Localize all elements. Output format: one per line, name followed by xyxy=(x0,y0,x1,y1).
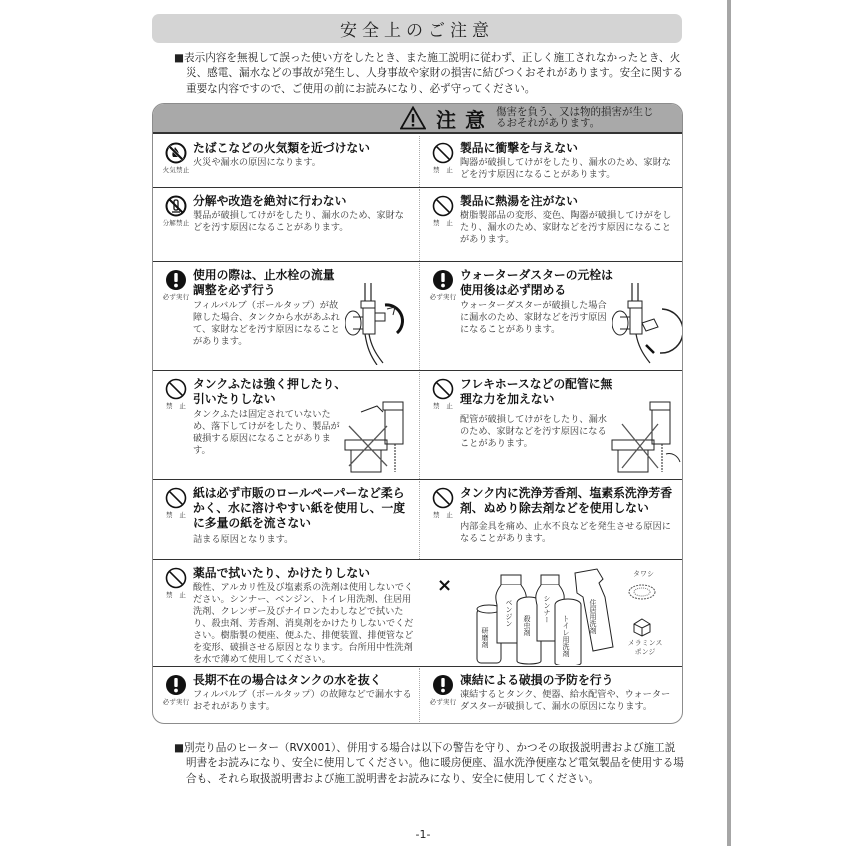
svg-text:トイレ用洗剤: トイレ用洗剤 xyxy=(562,615,570,657)
caution-item xyxy=(153,136,418,187)
tank-lid-illustration xyxy=(341,394,415,474)
svg-text:ベンジン: ベンジン xyxy=(505,599,513,627)
mandatory-icon xyxy=(165,269,187,291)
caution-row xyxy=(153,561,683,667)
caution-item xyxy=(153,561,683,666)
prohibited-icon xyxy=(432,378,454,400)
caution-item xyxy=(419,189,683,261)
intro-notice xyxy=(174,51,684,97)
mandatory-icon xyxy=(432,269,454,291)
item-body: 陶器が破損してけがをしたり、漏水のため、家財などを汚す原因になることがあります。 xyxy=(460,157,671,180)
svg-text:シンナー: シンナー xyxy=(543,595,551,623)
caution-item xyxy=(419,372,683,479)
item-title: 分解や改造を絶対に行わない xyxy=(193,194,347,208)
item-body: 酸性、アルカリ性及び塩素系の洗剤は使用しないでください。シンナー、ベンジン、トイレ用洗剤、住居用洗剤、クレンザー及びナイロンたわしなどで拭いたり、殺虫剤、芳香剤、消臭剤をかけたりしないでください。樹脂製の便座、便ふた、排便装置、排便管などを変形、破損させる原因となります。台所用中性洗剤を水で薄めて使用してください。 xyxy=(193,582,414,665)
caution-item xyxy=(419,481,683,559)
item-title: タンクふたは強く押したり、引いたりしない xyxy=(193,377,347,406)
item-title: 薬品で拭いたり、かけたりしない xyxy=(193,566,370,580)
item-title: タンク内に洗浄芳香剤、塩素系洗浄芳香剤、ぬめり除去剤などを使用しない xyxy=(460,486,673,515)
item-body: 火災や漏水の原因になります。 xyxy=(193,157,321,168)
scrubber-label: タワシ xyxy=(633,570,654,578)
caution-item xyxy=(419,263,683,370)
caution-item xyxy=(419,668,683,724)
icon-label: 必ず実行 xyxy=(162,293,190,301)
icon-label: 禁 止 xyxy=(432,511,454,519)
mandatory-icon xyxy=(432,674,454,696)
chemical-bottles-icon xyxy=(455,565,630,665)
prohibited-icon xyxy=(165,378,187,400)
caution-row xyxy=(153,189,683,262)
icon-label: 必ず実行 xyxy=(162,698,190,706)
prohibited-icon xyxy=(432,195,454,217)
warning-triangle-icon xyxy=(400,106,426,130)
caution-label: 注意 xyxy=(436,107,494,132)
caution-row xyxy=(153,668,683,724)
prohibited-icon xyxy=(432,142,454,164)
sponge-label: メラミンスポンジ xyxy=(627,639,663,656)
no-fire-icon xyxy=(165,142,187,164)
footer-notice xyxy=(174,741,684,787)
item-title: 製品に衝撃を与えない xyxy=(460,141,578,155)
caution-note: 傷害を負う、又は物的損害が生じるおそれがあります。 xyxy=(496,106,654,129)
bottle-label: 研磨剤 xyxy=(481,627,489,648)
prohibited-icon xyxy=(165,487,187,509)
caution-item xyxy=(153,481,418,559)
icon-label: 分解禁止 xyxy=(162,219,190,227)
item-title: 凍結による破損の予防を行う xyxy=(460,673,614,687)
item-title: 長期不在の場合はタンクの水を抜く xyxy=(193,673,382,687)
melamine-sponge-icon xyxy=(632,617,652,637)
caution-item xyxy=(153,263,418,370)
icon-label: 火気禁止 xyxy=(162,166,190,174)
page-edge-rule xyxy=(727,0,731,846)
scrubber-icon xyxy=(627,583,657,601)
footer-text: ■別売り品のヒーター（RVX001）、併用する場合は以下の警告を守り、かつその取扱説明書および施工説明書をお読みになり、安全に使用してください。他に暖房便座、温水洗浄便座など電気製品を使用する場合も、それら取扱説明書および施工説明書をお読みになり、安全に使用してください。 xyxy=(174,742,684,785)
svg-text:殺虫剤: 殺虫剤 xyxy=(523,615,531,636)
item-title: たばこなどの火気類を近づけない xyxy=(193,141,370,155)
stop-valve-illustration xyxy=(345,283,415,365)
item-body: 内部金具を痛め、止水不良などを発生させる原因になることがあります。 xyxy=(460,521,671,544)
item-title: 製品に熱湯を注がない xyxy=(460,194,578,208)
item-body: 凍結するとタンク、便器、給水配管や、ウォーターダスターが破損して、漏水の原因になります。 xyxy=(460,689,671,712)
caution-panel xyxy=(152,103,683,724)
icon-label: 禁 止 xyxy=(165,511,187,519)
item-body: 製品が破損してけがをしたり、漏水のため、家財などを汚す原因になることがあります。 xyxy=(193,210,404,233)
caution-row xyxy=(153,372,683,480)
caution-row xyxy=(153,136,683,188)
chemicals-illustration xyxy=(435,565,675,665)
caution-item xyxy=(153,372,418,479)
icon-label: 必ず実行 xyxy=(429,293,457,301)
item-body: タンクふたは固定されていないため、落下してけがをしたり、製品が破損する原因になることがあります。 xyxy=(193,409,340,456)
caution-item xyxy=(153,189,418,261)
item-title: フレキホースなどの配管に無理な力を加えない xyxy=(460,377,613,406)
page-title-bar xyxy=(152,14,682,43)
caution-header xyxy=(153,104,682,134)
icon-label: 禁 止 xyxy=(165,402,187,410)
item-body: 詰まる原因となります。 xyxy=(193,534,294,545)
item-body: ウォーターダスターが破損した場合に漏水のため、家財などを汚す原因になることがあります。 xyxy=(460,300,607,335)
item-body: 樹脂製部品の変形、変色、陶器が破損してけがをしたり、漏水のため、家財などを汚す原因になることがあります。 xyxy=(460,210,672,245)
icon-label: 禁 止 xyxy=(432,402,454,410)
page-number: -1- xyxy=(415,828,431,841)
water-duster-valve-illustration xyxy=(612,283,682,365)
caution-item xyxy=(419,136,683,187)
cross-mark: × xyxy=(437,575,453,596)
flex-hose-illustration xyxy=(608,394,682,474)
icon-label: 禁 止 xyxy=(432,219,454,227)
item-body: フィルバルブ（ボールタップ）の故障などで漏水するおそれがあります。 xyxy=(193,689,412,712)
no-disassembly-icon xyxy=(165,195,187,217)
prohibited-icon xyxy=(165,567,187,589)
page-title: 安全上のご注意 xyxy=(340,21,494,41)
intro-text: ■表示内容を無視して誤った使い方をしたとき、また施工説明に従わず、正しく施工されなかったとき、火災、感電、漏水などの事故が発生し、人身事故や家財の損害に結びつくおそれがあります。安全に関する重要な内容ですので、ご使用の前にお読みになり、必ず守ってください。 xyxy=(174,52,684,95)
item-title: 使用の際は、止水栓の流量調整を必ず行う xyxy=(193,268,335,297)
prohibited-icon xyxy=(432,487,454,509)
item-body: フィルバルブ（ボールタップ）が故障した場合、タンクから水があふれて、家財などを汚す原因になることがあります。 xyxy=(193,300,340,347)
caution-row xyxy=(153,263,683,371)
icon-label: 禁 止 xyxy=(432,166,454,174)
svg-text:住居用洗剤: 住居用洗剤 xyxy=(589,599,597,634)
caution-item xyxy=(153,668,418,724)
item-title: ウォーターダスターの元栓は使用後は必ず閉める xyxy=(460,268,613,297)
item-body: 配管が破損してけがをしたり、漏水のため、家財などを汚す原因になることがあります。 xyxy=(460,414,607,449)
icon-label: 必ず実行 xyxy=(429,698,457,706)
item-title: 紙は必ず市販のロールペーパーなど柔らかく、水に溶けやすい紙を使用し、一度に多量の紙を流さない xyxy=(193,486,406,530)
caution-row xyxy=(153,481,683,560)
mandatory-icon xyxy=(165,674,187,696)
icon-label: 禁 止 xyxy=(165,591,187,599)
